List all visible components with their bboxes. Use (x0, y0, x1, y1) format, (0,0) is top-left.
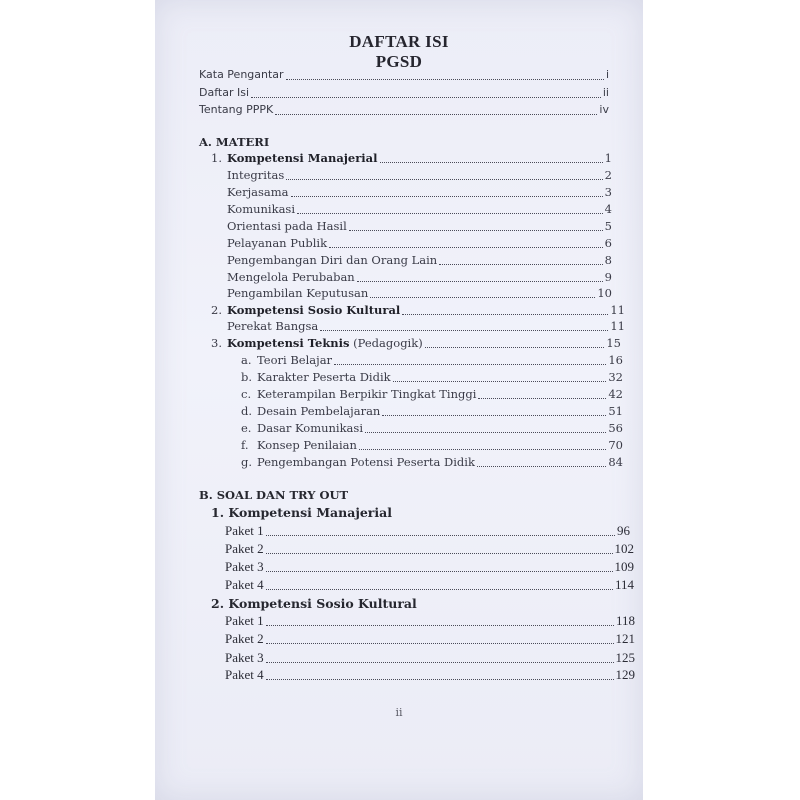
group-label-suffix: (Pedagogik) (353, 336, 423, 350)
toc-entry[interactable] (227, 235, 612, 251)
toc-entry[interactable] (225, 540, 634, 557)
toc-entry[interactable] (227, 318, 625, 334)
dot-leader (393, 381, 607, 382)
toc-entry-label: Mengelola Perubaban (227, 270, 355, 284)
toc-entry-page: 6 (604, 236, 612, 250)
toc-entry-label: Konsep Penilaian (257, 438, 357, 452)
toc-entry[interactable] (225, 558, 634, 575)
toc-entry-label: Paket 2 (225, 631, 264, 646)
toc-entry-page: ii (602, 86, 609, 99)
toc-group-heading[interactable] (211, 150, 612, 166)
page-subtitle: PGSD (375, 52, 423, 71)
toc-entry-label: Paket 3 (225, 559, 264, 574)
toc-entry-label: Paket 4 (225, 577, 264, 592)
dot-leader (297, 213, 603, 214)
toc-entry[interactable] (241, 369, 623, 385)
toc-entry-label: Paket 1 (225, 613, 264, 628)
dot-leader (266, 625, 614, 626)
toc-entry[interactable] (225, 576, 634, 593)
toc-entry[interactable] (199, 67, 609, 83)
toc-entry[interactable] (241, 420, 623, 436)
toc-entry[interactable] (225, 522, 630, 539)
toc-entry-label: Integritas (227, 168, 285, 182)
dot-leader (477, 466, 606, 467)
toc-entry-label: Daftar Isi (199, 86, 249, 99)
toc-entry[interactable] (227, 201, 612, 217)
toc-entry[interactable] (227, 184, 612, 200)
toc-entry[interactable] (227, 269, 612, 285)
toc-entry-label: Perekat Bangsa (227, 319, 319, 333)
toc-entry[interactable] (241, 352, 623, 368)
dot-leader (439, 264, 602, 265)
dot-leader (266, 662, 614, 663)
toc-entry-page: 129 (615, 667, 635, 682)
toc-entry-label: Pengambilan Keputusan (227, 286, 369, 300)
dot-leader (286, 179, 602, 180)
dot-leader (251, 97, 601, 98)
toc-entry-label: Pengembangan Potensi Peserta Didik (257, 455, 475, 469)
toc-entry-page: 125 (615, 650, 635, 665)
section-b-group-heading: 2. Kompetensi Sosio Kultural (211, 596, 417, 611)
group-label: Kompetensi Sosio Kultural (227, 303, 401, 317)
toc-entry-page: 3 (604, 185, 612, 199)
group-number: 3. (211, 336, 222, 350)
dot-leader (320, 330, 608, 331)
toc-entry-page: 32 (608, 370, 623, 384)
toc-entry-label: Paket 2 (225, 541, 264, 556)
toc-entry[interactable] (225, 630, 635, 647)
toc-entry-page: 11 (610, 303, 625, 317)
toc-entry-page: 1 (604, 151, 612, 165)
toc-entry-label: Karakter Peserta Didik (257, 370, 391, 384)
toc-entry-label: Kerjasama (227, 185, 289, 199)
toc-entry-label: Paket 1 (225, 523, 264, 538)
toc-entry-page: 9 (604, 270, 612, 284)
toc-entry-label: Pelayanan Publik (227, 236, 328, 250)
toc-entry-page: 96 (617, 523, 630, 538)
toc-entry[interactable] (227, 167, 612, 183)
dot-leader (357, 281, 603, 282)
dot-leader (370, 297, 595, 298)
group-label: Kompetensi Teknis (227, 336, 350, 350)
toc-entry[interactable] (199, 85, 609, 101)
item-letter: a. (241, 353, 252, 367)
toc-entry[interactable] (241, 437, 623, 453)
dot-leader (266, 679, 614, 680)
dot-leader (365, 432, 606, 433)
toc-entry-page: 118 (615, 613, 635, 628)
group-number: 2. (211, 303, 222, 317)
toc-entry[interactable] (227, 252, 612, 268)
dot-leader (334, 364, 606, 365)
toc-entry-label: Paket 3 (225, 650, 264, 665)
page-number-footer: ii (395, 706, 403, 719)
toc-entry-page: 8 (604, 253, 612, 267)
toc-entry[interactable] (227, 218, 612, 234)
dot-leader (266, 589, 613, 590)
group-number: 1. (211, 151, 222, 165)
toc-entry-page: 114 (614, 577, 634, 592)
dot-leader (266, 535, 615, 536)
toc-entry-label: Komunikasi (227, 202, 296, 216)
toc-entry-page: 5 (604, 219, 612, 233)
toc-entry-page: 2 (604, 168, 612, 182)
dot-leader (382, 415, 606, 416)
dot-leader (478, 398, 606, 399)
toc-entry-label: Tentang PPPK (199, 103, 274, 116)
item-letter: d. (241, 404, 253, 418)
toc-entry[interactable] (241, 454, 623, 470)
toc-entry-page: 42 (608, 387, 623, 401)
toc-entry-label: Kata Pengantar (199, 68, 284, 81)
dot-leader (349, 230, 603, 231)
toc-entry-label: Orientasi pada Hasil (227, 219, 347, 233)
toc-entry[interactable] (241, 386, 623, 402)
toc-entry-page: 102 (614, 541, 634, 556)
item-letter: e. (241, 421, 252, 435)
item-letter: g. (241, 455, 253, 469)
toc-entry-label: Dasar Komunikasi (257, 421, 363, 435)
toc-entry[interactable] (199, 102, 609, 118)
section-b-group-heading: 1. Kompetensi Manajerial (211, 505, 392, 520)
toc-entry[interactable] (241, 403, 623, 419)
dot-leader (266, 643, 614, 644)
document-page (155, 0, 643, 800)
toc-entry-label: Keterampilan Berpikir Tingkat Tinggi (257, 387, 477, 401)
toc-entry-page: 121 (615, 631, 635, 646)
item-letter: c. (241, 387, 252, 401)
item-letter: f. (241, 438, 249, 452)
toc-entry-page: 16 (608, 353, 623, 367)
dot-leader (266, 553, 613, 554)
toc-entry[interactable] (225, 649, 635, 666)
toc-entry-page: iv (599, 103, 609, 116)
dot-leader (286, 79, 604, 80)
dot-leader (291, 196, 603, 197)
toc-entry-label: Desain Pembelajaran (257, 404, 381, 418)
dot-leader (425, 347, 605, 348)
dot-leader (266, 571, 613, 572)
toc-group-heading[interactable] (211, 302, 625, 318)
toc-entry-page: 11 (610, 319, 625, 333)
section-a-heading: A. MATERI (199, 135, 270, 149)
toc-entry-page: i (605, 68, 609, 81)
toc-entry-page: 84 (608, 455, 623, 469)
toc-entry-page: 56 (608, 421, 623, 435)
toc-entry-page: 109 (614, 559, 634, 574)
toc-entry-page: 51 (608, 404, 623, 418)
item-letter: b. (241, 370, 253, 384)
toc-entry-label: Pengembangan Diri dan Orang Lain (227, 253, 438, 267)
dot-leader (359, 449, 606, 450)
dot-leader (402, 314, 608, 315)
toc-entry-label: Teori Belajar (257, 353, 333, 367)
toc-entry[interactable] (225, 666, 635, 683)
toc-entry-page: 10 (597, 286, 612, 300)
toc-entry[interactable] (227, 285, 612, 301)
dot-leader (380, 162, 603, 163)
group-label: Kompetensi Manajerial (227, 151, 378, 165)
toc-entry-label: Paket 4 (225, 667, 264, 682)
toc-entry-page: 70 (608, 438, 623, 452)
toc-entry-page: 4 (604, 202, 612, 216)
dot-leader (329, 247, 603, 248)
section-b-heading: B. SOAL DAN TRY OUT (199, 488, 349, 502)
dot-leader (275, 114, 597, 115)
toc-entry-page: 15 (606, 336, 621, 350)
toc-entry[interactable] (225, 612, 635, 629)
page-title: DAFTAR ISI (349, 32, 449, 51)
toc-group-heading[interactable] (211, 335, 621, 351)
